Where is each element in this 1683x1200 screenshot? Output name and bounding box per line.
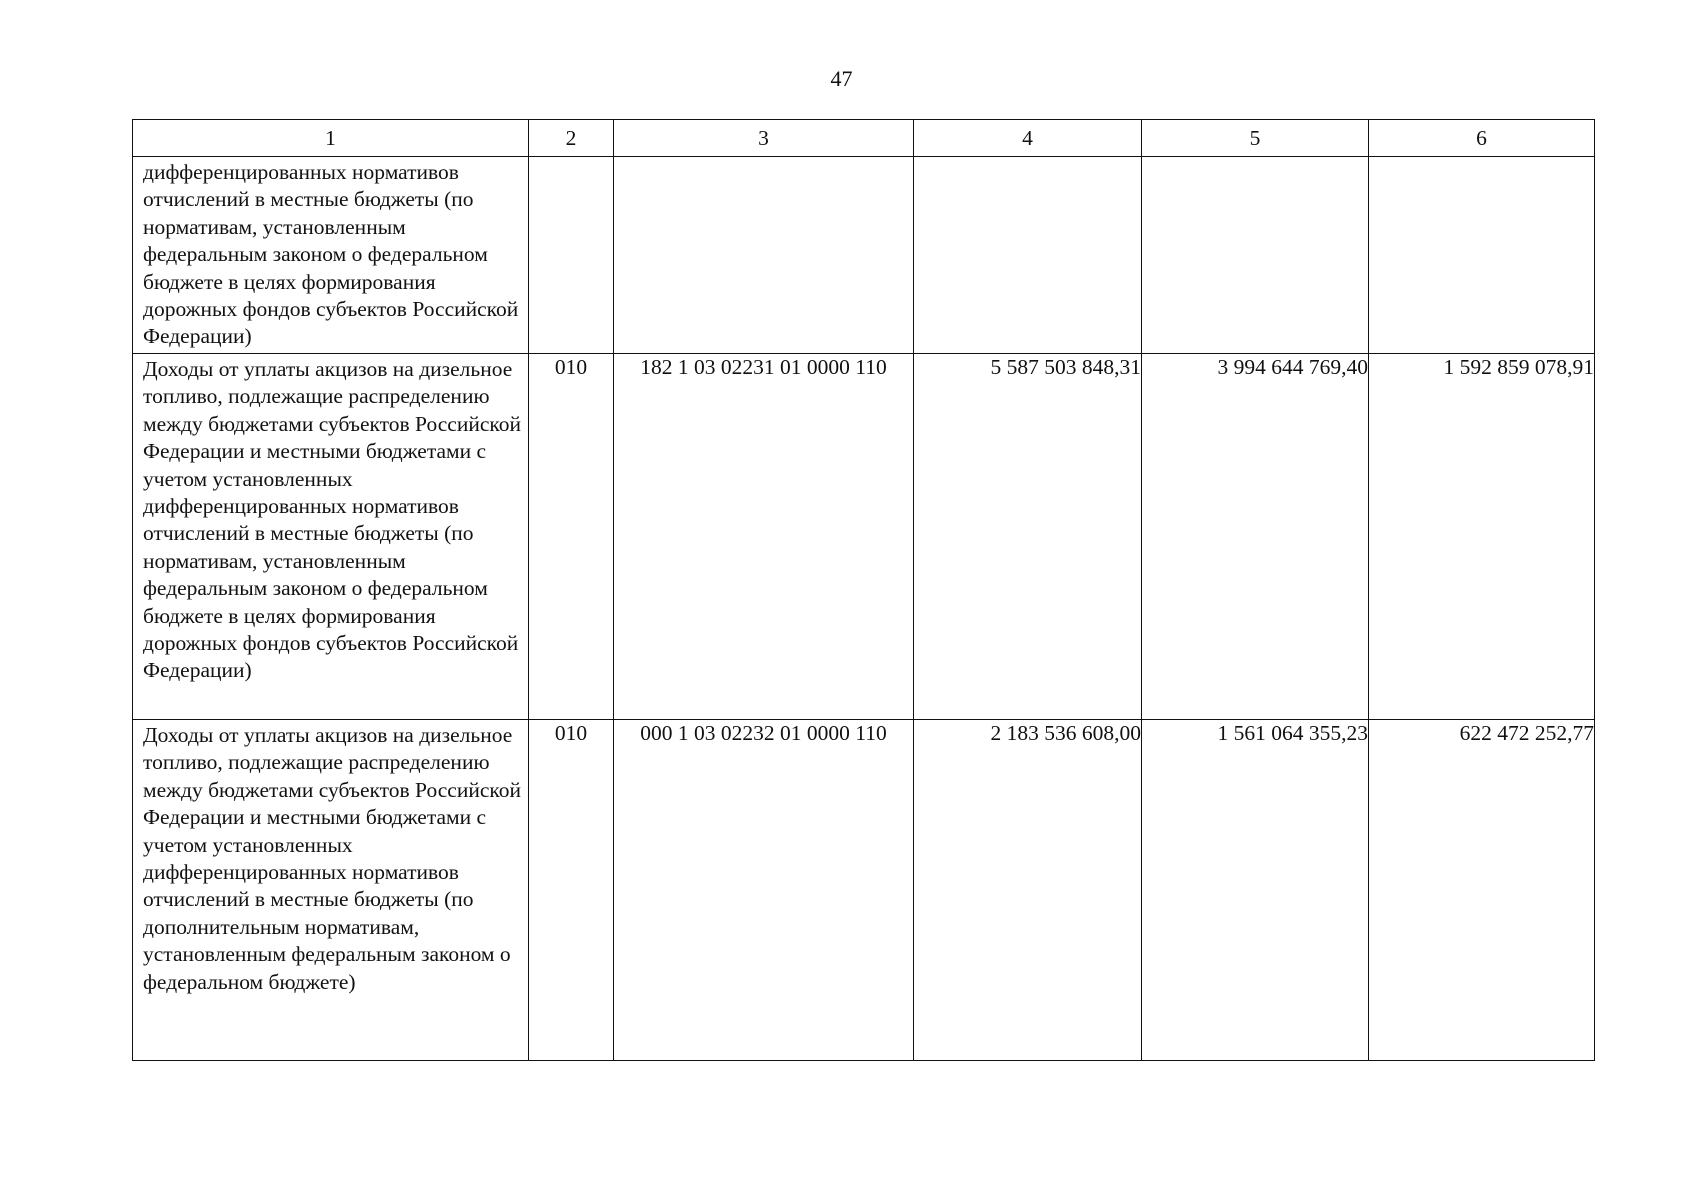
amount-col6-cell: [1369, 157, 1595, 354]
budget-code-cell: 182 1 03 02231 01 0000 110: [614, 354, 914, 720]
column-header-1: 1: [133, 120, 529, 157]
column-header-4: 4: [914, 120, 1142, 157]
description-text: дифференцированных нормативов отчислений в местные бюджеты (по нормативам, установленным федеральным законом о федеральном бюджете в целях формирования дорожных фондов субъектов Российской Федерации): [143, 160, 519, 349]
page-number: 47: [830, 66, 853, 91]
column-header-5: 5: [1142, 120, 1369, 157]
amount-col5-cell: [1142, 157, 1369, 354]
column-header-3: 3: [614, 120, 914, 157]
amount-col5-cell: 3 994 644 769,40: [1142, 354, 1369, 720]
column-header-2: 2: [529, 120, 614, 157]
amount-col4-cell: 2 183 536 608,00: [914, 720, 1142, 1061]
amount-col6-cell: 1 592 859 078,91: [1369, 354, 1595, 720]
table-row: [133, 157, 1595, 354]
column-header-6: 6: [1369, 120, 1595, 157]
table-row: [133, 354, 1595, 720]
budget-revenue-table: [132, 119, 1595, 1061]
amount-col4-cell: 5 587 503 848,31: [914, 354, 1142, 720]
row-code-cell: 010: [529, 354, 614, 720]
row-code-cell: [529, 157, 614, 354]
table-row: [133, 720, 1595, 1061]
budget-code-cell: 000 1 03 02232 01 0000 110: [614, 720, 914, 1061]
amount-col4-cell: [914, 157, 1142, 354]
description-text: Доходы от уплаты акцизов на дизельное топливо, подлежащие распределению между бюджетами субъектов Российской Федерации и местными бюджетами с учетом установленных дифференцированных нормативов отчислений в местные бюджеты (по дополнительным нормативам, установленным федеральным законом о федеральном бюджете): [143, 723, 522, 994]
description-text: Доходы от уплаты акцизов на дизельное топливо, подлежащие распределению между бюджетами субъектов Российской Федерации и местными бюджетами с учетом установленных дифференцированных нормативов отчислений в местные бюджеты (по нормативам, установленным федеральным законом о федеральном бюджете в целях формирования дорожных фондов субъектов Российской Федерации): [143, 357, 522, 683]
column-number-header-row: [133, 120, 1595, 157]
description-cell: [133, 354, 529, 720]
description-cell: [133, 720, 529, 1061]
row-code-cell: 010: [529, 720, 614, 1061]
description-cell: [133, 157, 529, 354]
amount-col6-cell: 622 472 252,77: [1369, 720, 1595, 1061]
amount-col5-cell: 1 561 064 355,23: [1142, 720, 1369, 1061]
budget-code-cell: [614, 157, 914, 354]
